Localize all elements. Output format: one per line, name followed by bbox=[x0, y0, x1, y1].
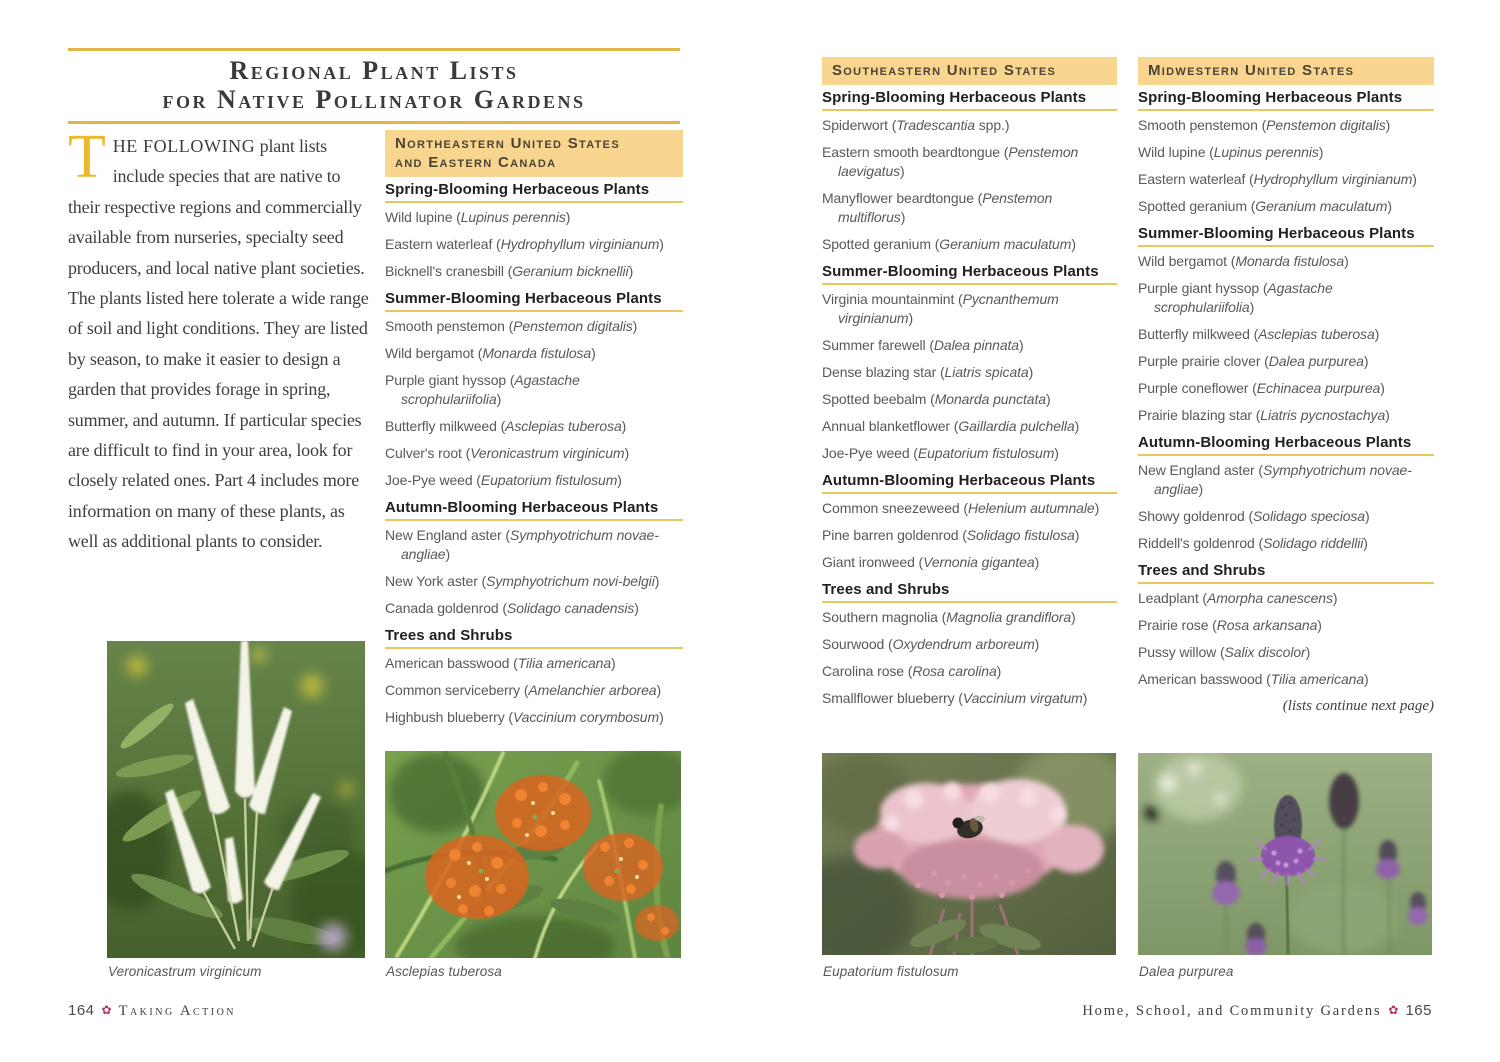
scientific-name: Pycnanthemum virginianum bbox=[838, 291, 1059, 326]
plant-item: Smooth penstemon (Penstemon digitalis) bbox=[385, 318, 638, 334]
plant-item: New England aster (Symphyotrichum novae-angliae) bbox=[385, 527, 659, 562]
photo-caption: Veronicastrum virginicum bbox=[108, 964, 262, 979]
scientific-name: Agastache scrophulariifolia bbox=[401, 372, 580, 407]
region-column-southeastern bbox=[822, 57, 1117, 716]
photo-caption: Asclepias tuberosa bbox=[386, 964, 502, 979]
plant-item: Annual blanketflower (Gaillardia pulchella) bbox=[822, 418, 1080, 434]
flower-icon: ✿ bbox=[1388, 1003, 1399, 1017]
plant-item: Wild bergamot (Monarda fistulosa) bbox=[385, 345, 596, 361]
plant-item: Purple prairie clover (Dalea purpurea) bbox=[1138, 353, 1369, 369]
page-title bbox=[68, 48, 680, 124]
scientific-name: Solidago canadensis bbox=[506, 600, 635, 616]
scientific-name: Solidago riddellii bbox=[1263, 535, 1364, 551]
page-number: 164 bbox=[68, 1002, 95, 1019]
plant-item: Purple giant hyssop (Agastache scrophulariifolia) bbox=[385, 372, 580, 407]
plant-item: Purple giant hyssop (Agastache scrophulariifolia) bbox=[1138, 280, 1333, 315]
plant-item: Carolina rose (Rosa carolina) bbox=[822, 663, 1002, 679]
scientific-name: Tilia americana bbox=[1270, 671, 1365, 687]
scientific-name: Geranium maculatum bbox=[939, 236, 1072, 252]
scientific-name: Solidago fistulosa bbox=[966, 527, 1075, 543]
photo-dalea bbox=[1138, 753, 1432, 955]
plant-item: Spotted geranium (Geranium maculatum) bbox=[822, 236, 1076, 252]
plant-item: Spotted beebalm (Monarda punctata) bbox=[822, 391, 1051, 407]
plant-item: Culver's root (Veronicastrum virginicum) bbox=[385, 445, 630, 461]
scientific-name: Amorpha canescens bbox=[1206, 590, 1333, 606]
plant-item: Southern magnolia (Magnolia grandiflora) bbox=[822, 609, 1076, 625]
title-line-2: for Native Pollinator Gardens bbox=[162, 85, 586, 114]
footer-left bbox=[68, 1002, 236, 1020]
plant-item: Virginia mountainmint (Pycnanthemum virginianum) bbox=[822, 291, 1059, 326]
scientific-name: Tradescantia bbox=[896, 117, 975, 133]
plant-item: Butterfly milkweed (Asclepias tuberosa) bbox=[1138, 326, 1380, 342]
scientific-name: Eupatorium fistulosum bbox=[917, 445, 1055, 461]
scientific-name: Penstemon digitalis bbox=[1266, 117, 1386, 133]
plant-item: Summer farewell (Dalea pinnata) bbox=[822, 337, 1024, 353]
plant-item: Pussy willow (Salix discolor) bbox=[1138, 644, 1311, 660]
scientific-name: Echinacea purpurea bbox=[1256, 380, 1381, 396]
intro-paragraph bbox=[68, 123, 371, 557]
scientific-name: Lupinus perennis bbox=[460, 209, 566, 225]
section-heading: Spring-Blooming Herbaceous Plants bbox=[385, 180, 683, 203]
plant-item: Joe-Pye weed (Eupatorium fistulosum) bbox=[385, 472, 622, 488]
footer-right bbox=[832, 1002, 1432, 1020]
plant-item: Giant ironweed (Vernonia gigantea) bbox=[822, 554, 1040, 570]
scientific-name: Vernonia gigantea bbox=[923, 554, 1035, 570]
photo-caption: Eupatorium fistulosum bbox=[823, 964, 959, 979]
section-heading: Trees and Shrubs bbox=[1138, 561, 1434, 584]
title-line-1: Regional Plant Lists bbox=[229, 56, 519, 85]
plant-item: Purple coneflower (Echinacea purpurea) bbox=[1138, 380, 1385, 396]
plant-item: New England aster (Symphyotrichum novae-angliae) bbox=[1138, 462, 1412, 497]
footer-section-title: Taking Action bbox=[118, 1003, 237, 1019]
section-heading: Summer-Blooming Herbaceous Plants bbox=[385, 289, 683, 312]
region-header-bar: Midwestern United States bbox=[1138, 57, 1434, 85]
plant-item: Showy goldenrod (Solidago speciosa) bbox=[1138, 508, 1370, 524]
scientific-name: Helenium autumnale bbox=[967, 500, 1095, 516]
section-heading: Autumn-Blooming Herbaceous Plants bbox=[822, 471, 1117, 494]
scientific-name: Liatris pycnostachya bbox=[1260, 407, 1386, 423]
region-header-bar: Northeastern United States and Eastern Canada bbox=[385, 130, 683, 177]
flower-icon: ✿ bbox=[101, 1003, 112, 1017]
plant-item: American basswood (Tilia americana) bbox=[385, 655, 616, 671]
plant-item: Bicknell's cranesbill (Geranium bicknellii) bbox=[385, 263, 634, 279]
region-header-bar: Southeastern United States bbox=[822, 57, 1117, 85]
scientific-name: Penstemon laevigatus bbox=[838, 144, 1079, 179]
intro-lead: HE FOLLOWING bbox=[112, 136, 256, 156]
scientific-name: Eupatorium fistulosum bbox=[480, 472, 618, 488]
plant-item: Wild bergamot (Monarda fistulosa) bbox=[1138, 253, 1349, 269]
scientific-name: Liatris spicata bbox=[944, 364, 1029, 380]
intro-body: plant lists include species that are native to their respective regions and commercially available from nurseries, specialty seed producers, and local native plant societies. The plants listed here tolerate a wide range of soil and light conditions. They are listed by season, to make it easier to design a garden that provides forage in spring, summer, and autumn. If particular species are difficult to find in your area, look for closely related ones. Part 4 includes more information on many of these plants, as well as additional plants to consider. bbox=[68, 136, 369, 552]
scientific-name: Penstemon digitalis bbox=[513, 318, 633, 334]
scientific-name: Tilia americana bbox=[517, 655, 612, 671]
scientific-name: Monarda fistulosa bbox=[482, 345, 592, 361]
scientific-name: Dalea purpurea bbox=[1268, 353, 1364, 369]
scientific-name: Symphyotrichum novae-angliae bbox=[1154, 462, 1412, 497]
plant-item: Pine barren goldenrod (Solidago fistulosa) bbox=[822, 527, 1080, 543]
scientific-name: Hydrophyllum virginianum bbox=[1253, 171, 1413, 187]
section-heading: Summer-Blooming Herbaceous Plants bbox=[1138, 224, 1434, 247]
scientific-name: Hydrophyllum virginianum bbox=[500, 236, 660, 252]
scientific-name: Agastache scrophulariifolia bbox=[1154, 280, 1333, 315]
lists-continue-note: (lists continue next page) bbox=[1282, 698, 1434, 714]
scientific-name: Lupinus perennis bbox=[1213, 144, 1319, 160]
plant-item: Common sneezeweed (Helenium autumnale) bbox=[822, 500, 1100, 516]
region-column-northeastern bbox=[385, 130, 683, 735]
page-number: 165 bbox=[1405, 1002, 1432, 1019]
section-heading: Autumn-Blooming Herbaceous Plants bbox=[1138, 433, 1434, 456]
scientific-name: Monarda punctata bbox=[934, 391, 1046, 407]
photo-caption: Dalea purpurea bbox=[1139, 964, 1234, 979]
plant-item: New York aster (Symphyotrichum novi-belgii) bbox=[385, 573, 660, 589]
scientific-name: Oxydendrum arboreum bbox=[892, 636, 1035, 652]
scientific-name: Rosa carolina bbox=[912, 663, 997, 679]
plant-item: Eastern waterleaf (Hydrophyllum virginianum) bbox=[1138, 171, 1417, 187]
section-heading: Spring-Blooming Herbaceous Plants bbox=[1138, 88, 1434, 111]
drop-cap: T bbox=[68, 123, 106, 191]
plant-item: Joe-Pye weed (Eupatorium fistulosum) bbox=[822, 445, 1059, 461]
plant-item: Dense blazing star (Liatris spicata) bbox=[822, 364, 1034, 380]
scientific-name: Penstemon multiflorus bbox=[838, 190, 1053, 225]
scientific-name: Asclepias tuberosa bbox=[1258, 326, 1375, 342]
plant-item: Riddell's goldenrod (Solidago riddellii) bbox=[1138, 535, 1368, 551]
region-column-midwestern bbox=[1138, 57, 1434, 715]
scientific-name: Vaccinium corymbosum bbox=[512, 709, 660, 725]
section-heading: Trees and Shrubs bbox=[385, 626, 683, 649]
plant-item: Eastern smooth beardtongue (Penstemon laevigatus) bbox=[822, 144, 1079, 179]
scientific-name: Symphyotrichum novae-angliae bbox=[401, 527, 659, 562]
section-heading: Trees and Shrubs bbox=[822, 580, 1117, 603]
photo-eupatorium bbox=[822, 753, 1116, 955]
section-heading: Summer-Blooming Herbaceous Plants bbox=[822, 262, 1117, 285]
plant-item: Common serviceberry (Amelanchier arborea) bbox=[385, 682, 662, 698]
plant-item: Highbush blueberry (Vaccinium corymbosum) bbox=[385, 709, 664, 725]
plant-item: Wild lupine (Lupinus perennis) bbox=[385, 209, 571, 225]
plant-item: Prairie blazing star (Liatris pycnostachya) bbox=[1138, 407, 1390, 423]
scientific-name: Geranium maculatum bbox=[1255, 198, 1388, 214]
scientific-name: Amelanchier arborea bbox=[528, 682, 657, 698]
scientific-name: Geranium bicknellii bbox=[512, 263, 629, 279]
photo-veronicastrum bbox=[107, 641, 365, 958]
plant-item: Butterfly milkweed (Asclepias tuberosa) bbox=[385, 418, 627, 434]
scientific-name: Symphyotrichum novi-belgii bbox=[486, 573, 655, 589]
scientific-name: Veronicastrum virginicum bbox=[470, 445, 625, 461]
section-heading: Spring-Blooming Herbaceous Plants bbox=[822, 88, 1117, 111]
plant-item: Prairie rose (Rosa arkansana) bbox=[1138, 617, 1322, 633]
scientific-name: Dalea pinnata bbox=[933, 337, 1019, 353]
plant-item: Spiderwort (Tradescantia spp.) bbox=[822, 117, 1010, 133]
scientific-name: Gaillardia pulchella bbox=[958, 418, 1075, 434]
photo-asclepias bbox=[385, 751, 681, 958]
scientific-name: Salix discolor bbox=[1224, 644, 1306, 660]
plant-item: Canada goldenrod (Solidago canadensis) bbox=[385, 600, 639, 616]
plant-item: Leadplant (Amorpha canescens) bbox=[1138, 590, 1338, 606]
plant-item: Smallflower blueberry (Vaccinium virgatum) bbox=[822, 690, 1088, 706]
scientific-name: Monarda fistulosa bbox=[1235, 253, 1345, 269]
scientific-name: Asclepias tuberosa bbox=[505, 418, 622, 434]
plant-item: Wild lupine (Lupinus perennis) bbox=[1138, 144, 1324, 160]
plant-item: Sourwood (Oxydendrum arboreum) bbox=[822, 636, 1040, 652]
plant-item: American basswood (Tilia americana) bbox=[1138, 671, 1369, 687]
section-heading: Autumn-Blooming Herbaceous Plants bbox=[385, 498, 683, 521]
plant-item: Eastern waterleaf (Hydrophyllum virginianum) bbox=[385, 236, 664, 252]
scientific-name: Rosa arkansana bbox=[1216, 617, 1318, 633]
plant-item: Smooth penstemon (Penstemon digitalis) bbox=[1138, 117, 1391, 133]
footer-chapter-title: Home, School, and Community Gardens bbox=[1082, 1003, 1382, 1019]
scientific-name: Solidago speciosa bbox=[1253, 508, 1365, 524]
plant-item: Spotted geranium (Geranium maculatum) bbox=[1138, 198, 1392, 214]
scientific-name: Magnolia grandiflora bbox=[946, 609, 1072, 625]
scientific-name: Vaccinium virgatum bbox=[962, 690, 1083, 706]
plant-item: Manyflower beardtongue (Penstemon multiflorus) bbox=[822, 190, 1053, 225]
